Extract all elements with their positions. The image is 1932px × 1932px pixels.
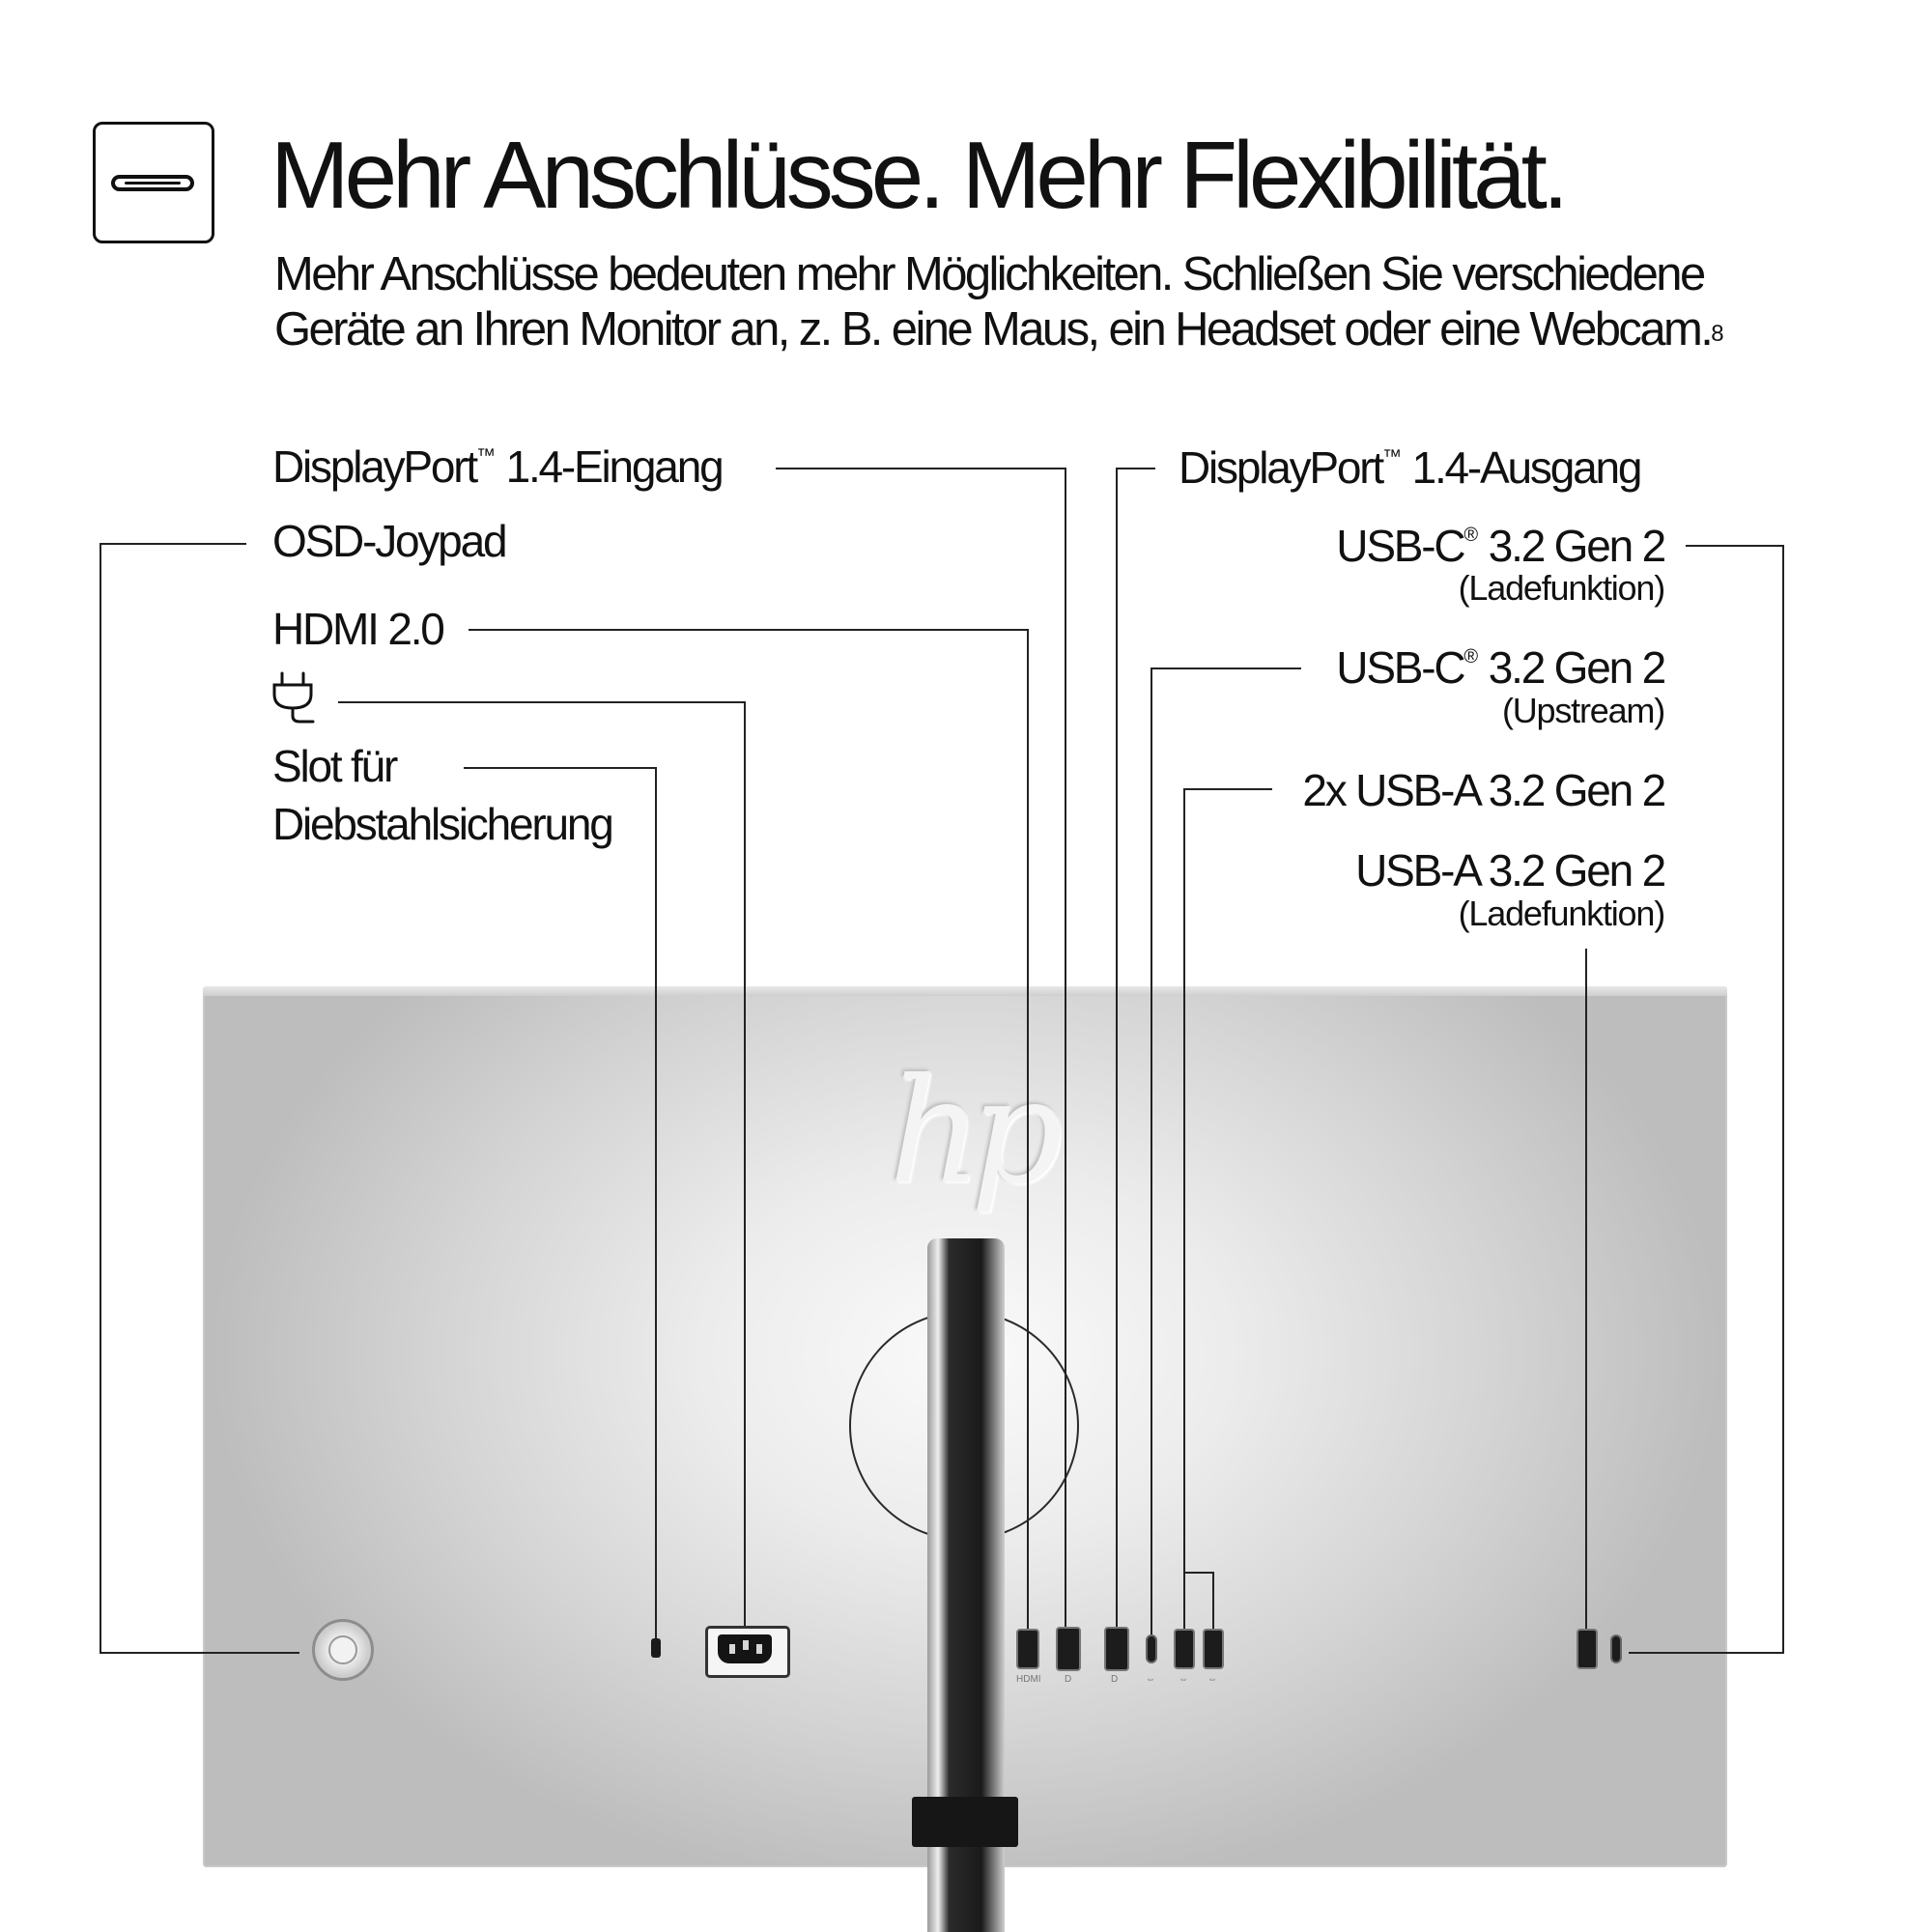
usb-a-2-port-mark: ⇔ — [1208, 1674, 1217, 1685]
label-lock-line1: Slot für — [272, 741, 397, 791]
label-joypad: OSD-Joypad — [272, 516, 506, 566]
power-plug-icon — [270, 669, 319, 727]
leader-hdmi — [469, 630, 1028, 1629]
label-usbc-charge-suffix: 3.2 Gen 2 — [1478, 521, 1664, 571]
label-dp-out — [1179, 442, 1641, 493]
label-dp-in-prefix: DisplayPort — [272, 441, 476, 492]
leader-dp-out — [1117, 469, 1155, 1627]
page-title: Mehr Anschlüsse. Mehr Flexibilität. — [270, 122, 1565, 228]
intro-footnote: 8 — [1711, 321, 1724, 347]
intro-body: Mehr Anschlüsse bedeuten mehr Möglichkeiten. Schließen Sie verschiedene Geräte an Ihren Monitor an, z. B. eine Maus, ein Headset oder eine Webcam. — [274, 248, 1712, 355]
label-usbc-charge-sub: (Ladefunktion) — [1458, 568, 1664, 608]
label-usba-charge-sub: (Ladefunktion) — [1458, 894, 1664, 933]
label-usbc-charge-prefix: USB-C — [1336, 521, 1464, 571]
leader-lock — [464, 768, 656, 1638]
label-usbc-up-reg: ® — [1463, 646, 1479, 668]
label-dp-out-suffix: 1.4-Ausgang — [1402, 442, 1641, 493]
label-usbc-up-sub: (Upstream) — [1501, 691, 1664, 730]
label-dp-in-tm: ™ — [476, 445, 496, 467]
label-dp-out-prefix: DisplayPort — [1179, 442, 1382, 493]
label-usbc-up — [1336, 642, 1664, 693]
label-dp-in — [272, 441, 723, 492]
leader-usbc-up — [1151, 668, 1301, 1634]
hdmi-port-mark: HDMI — [1016, 1674, 1041, 1685]
label-usbc-up-suffix: 3.2 Gen 2 — [1478, 642, 1664, 693]
label-dp-out-tm: ™ — [1382, 446, 1402, 468]
leader-usba-2x — [1184, 789, 1272, 1629]
usb-a-1-port-mark: ⇔ — [1179, 1674, 1188, 1685]
leader-dp-in — [776, 469, 1065, 1627]
label-usbc-charge-reg: ® — [1463, 525, 1479, 546]
dp-out-port-mark: D — [1111, 1674, 1119, 1685]
label-lock-line2: Diebstahlsicherung — [272, 799, 612, 849]
label-usbc-up-prefix: USB-C — [1336, 642, 1464, 693]
label-dp-in-suffix: 1.4-Eingang — [496, 441, 723, 492]
dp-in-port-mark: D — [1065, 1674, 1072, 1685]
hp-logo: hp — [889, 1048, 1052, 1216]
label-hdmi: HDMI 2.0 — [272, 604, 443, 654]
label-usbc-charge — [1336, 521, 1664, 571]
label-usba-2x: 2x USB-A 3.2 Gen 2 — [1302, 765, 1664, 815]
usb-c-up-port-mark: ⇔ — [1146, 1674, 1155, 1685]
label-usba-charge: USB-A 3.2 Gen 2 — [1355, 845, 1664, 895]
